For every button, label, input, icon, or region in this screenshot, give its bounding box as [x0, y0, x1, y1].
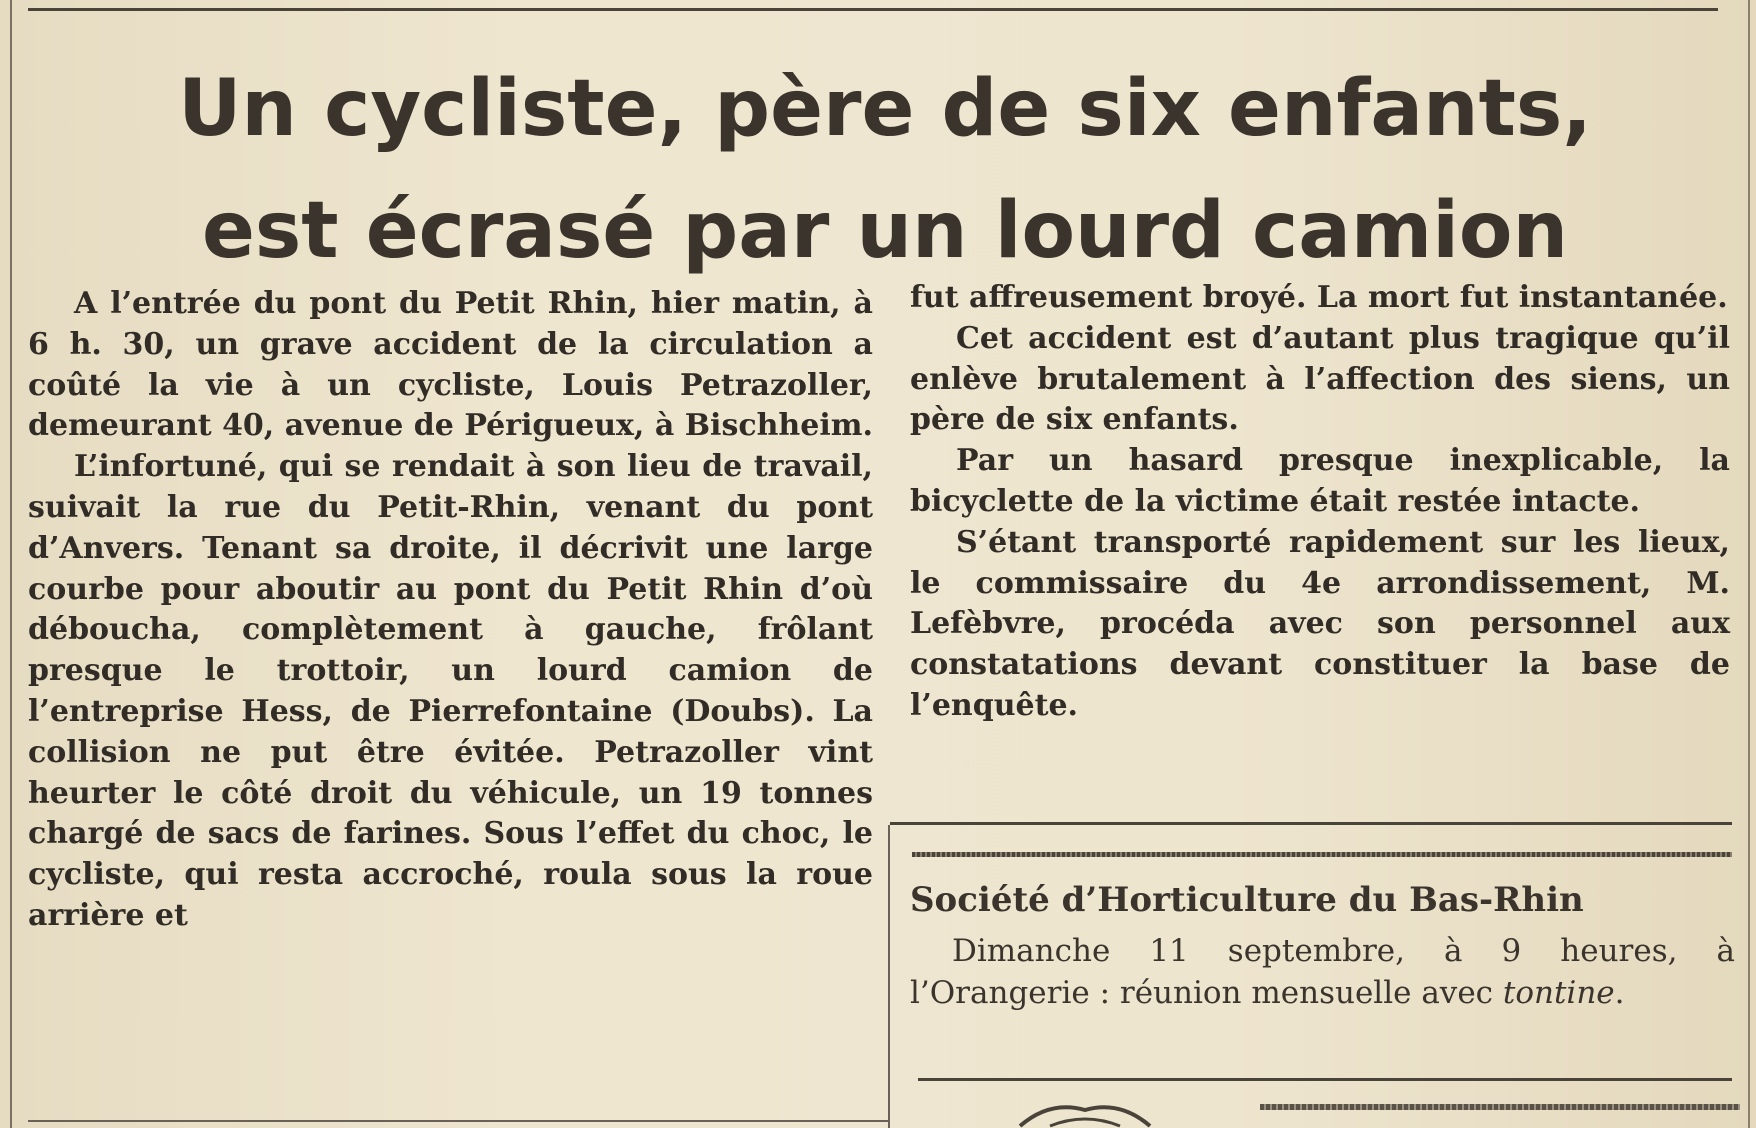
article-paragraph: fut affreusement broyé. La mort fut instantanée. — [910, 280, 1728, 315]
article-paragraph: S’étant transporté rapidement sur les lieux, le commissaire du 4e arrondissement, M. Lefèbvre, procéda avec son personnel aux constatations devant constituer la base de l’enquête. — [910, 524, 1730, 723]
notice-text-end: . — [1614, 975, 1625, 1011]
article-paragraph: Par un hasard presque inexplicable, la bicyclette de la victime était restée intacte. — [910, 443, 1730, 519]
headline-line-1: Un cycliste, père de six enfants, — [178, 64, 1592, 154]
section-separator — [890, 822, 1732, 825]
notice-text — [910, 930, 1735, 1014]
column-divider — [888, 825, 890, 1128]
notice-title: Société d’Horticulture du Bas-Rhin — [910, 880, 1584, 920]
horticulture-notice — [910, 876, 1735, 1014]
article-paragraph: L’infortuné, qui se rendait à son lieu de travail, suivait la rue du Petit-Rhin, venant du pont d’Anvers. Tenant sa droite, il décrivit une large courbe pour aboutir au pont du Petit Rhin d’où déboucha, complètement à gauche, frôlant presque le trottoir, un lourd camion de l’entreprise Hess, de Pierrefontaine (Doubs). La collision ne put être évitée. Petrazoller vint heurter le côté droit du véhicule, un 19 tonnes chargé de sacs de farines. Sous l’effet du choc, le cycliste, qui resta accroché, roula sous la roue arrière et — [28, 449, 873, 933]
top-rule — [28, 8, 1718, 11]
article-headline — [60, 48, 1710, 292]
article-paragraph: Cet accident est d’autant plus tragique qu’il enlève brutalement à l’affection des siens, un père de six enfants. — [910, 320, 1730, 438]
notice-text-main: Dimanche 11 septembre, à 9 heures, à l’Orangerie : réunion mensuelle avec — [910, 933, 1735, 1011]
right-column-edge — [1748, 0, 1750, 1128]
section-separator — [918, 1078, 1732, 1081]
article-paragraph: A l’entrée du pont du Petit Rhin, hier matin, à 6 h. 30, un grave accident de la circulation a coûté la vie à un cycliste, Louis Petrazoller, demeurant 40, avenue de Périgueux, à Bischheim. — [28, 286, 873, 444]
left-column-edge — [10, 0, 12, 1128]
article-column-left — [28, 284, 873, 937]
bottom-rule-left — [28, 1120, 888, 1122]
section-separator-dotted — [912, 852, 1732, 857]
ornament-icon — [1010, 1096, 1160, 1128]
article-column-right — [910, 278, 1730, 727]
notice-text-italic: tontine — [1502, 975, 1615, 1011]
headline-line-2: est écrasé par un lourd camion — [201, 186, 1569, 276]
bottom-rule-right — [1260, 1104, 1740, 1110]
